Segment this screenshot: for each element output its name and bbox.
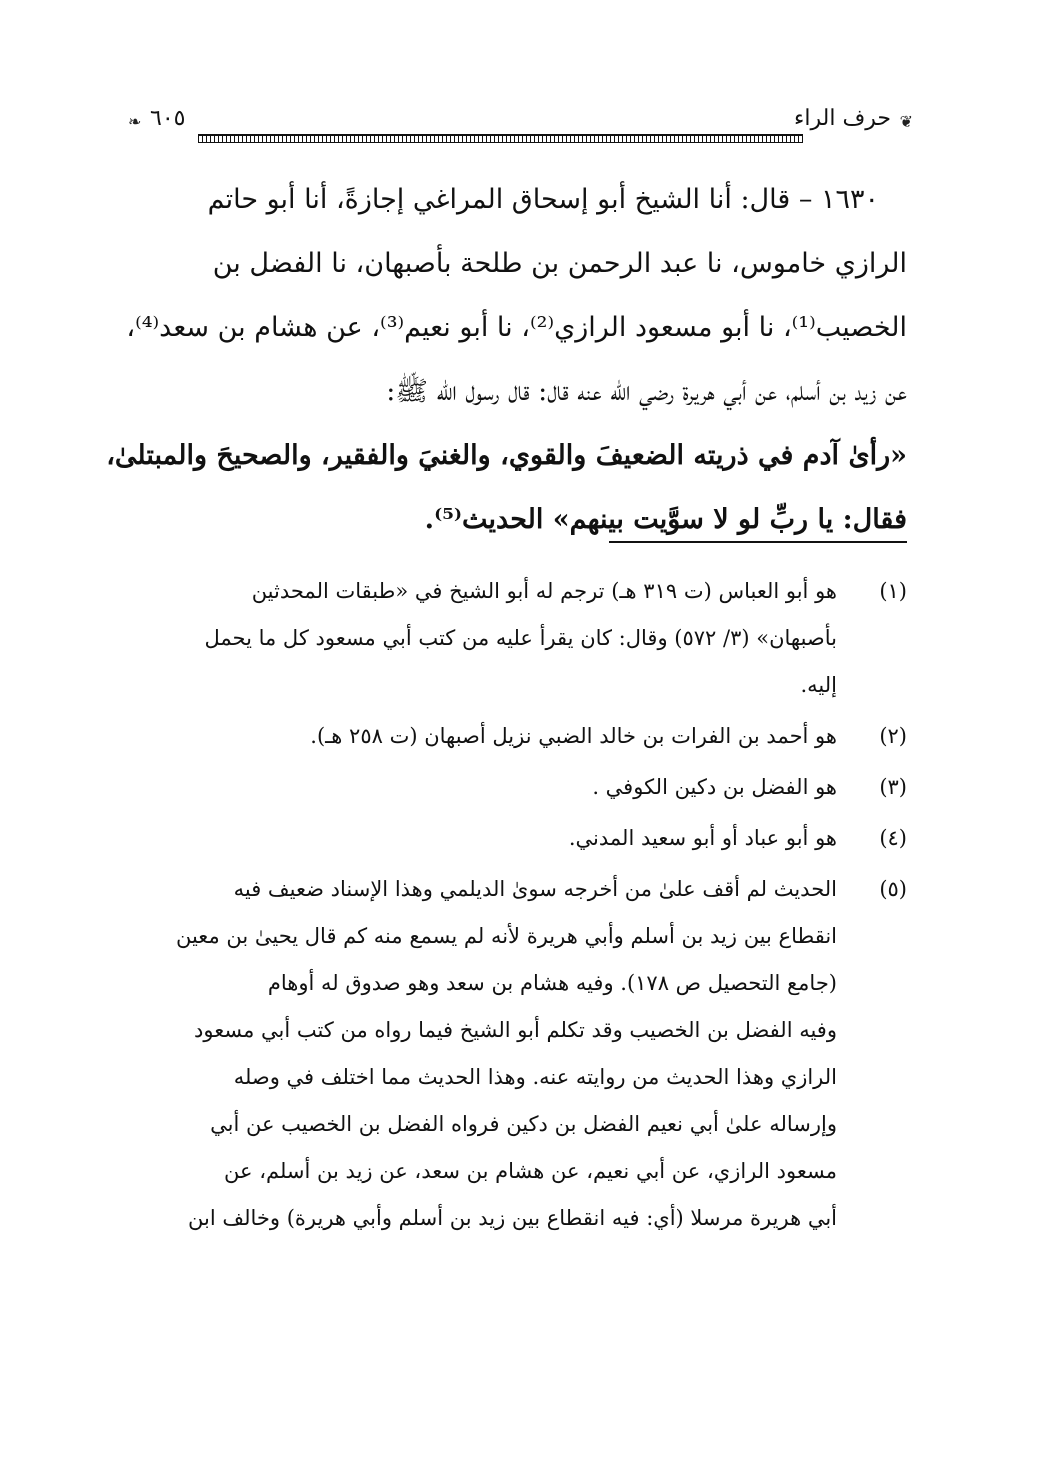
footnote-number: (٣) bbox=[879, 775, 907, 799]
footnote-number: (٢) bbox=[879, 724, 907, 748]
hadith-line: «رأىٰ آدم في ذريته الضعيفَ والقوي، والغنيَ والفقير، والصحيحَ والمبتلىٰ، bbox=[106, 440, 907, 471]
footnotes bbox=[133, 568, 907, 1246]
footnote-3 bbox=[133, 764, 907, 811]
header-chapter-title: حرف الراء bbox=[794, 106, 891, 131]
footnote-line: إليه. bbox=[800, 673, 837, 697]
footnote-line: وفيه الفضل بن الخصيب وقد تكلم أبو الشيخ فيما رواه من كتب أبي مسعود bbox=[194, 1018, 837, 1042]
running-header bbox=[128, 100, 913, 148]
footnote-line: الرازي وهذا الحديث من روايته عنه. وهذا الحديث مما اختلف في وصله bbox=[233, 1065, 837, 1089]
hadith-line: فقال: يا ربِّ لو لا سوَّيت بينهم» الحديث⁽⁵⁾. bbox=[424, 504, 907, 535]
header-ornament-right-icon: ❦ bbox=[899, 112, 913, 131]
main-text bbox=[106, 168, 907, 552]
footnote-4 bbox=[133, 815, 907, 862]
footnote-divider bbox=[609, 541, 907, 543]
footnote-line: هو أبو العباس (ت ٣١٩ هـ) ترجم له أبو الشيخ في «طبقات المحدثين bbox=[251, 579, 837, 603]
main-line: الخصيب⁽¹⁾، نا أبو مسعود الرازي⁽²⁾، نا أبو نعيم⁽³⁾، عن هشام بن سعد⁽⁴⁾، bbox=[126, 312, 907, 343]
footnote-line: وإرساله علىٰ أبي نعيم الفضل بن دكين فرواه الفضل بن الخصيب عن أبي bbox=[210, 1112, 837, 1136]
main-line: عن زيد بن أسلم، عن أبي هريرة رضي الله عنه قال: قال رسول الله ﷺ: bbox=[386, 376, 907, 407]
footnote-line: أبي هريرة مرسلا (أي: فيه انقطاع بين زيد بن أسلم وأبي هريرة) وخالف ابن bbox=[188, 1206, 837, 1230]
main-line: ١٦٣٠ – قال: أنا الشيخ أبو إسحاق المراغي إجازةً، أنا أبو حاتم bbox=[207, 184, 879, 215]
footnote-number: (٥) bbox=[879, 877, 907, 901]
footnote-line: انقطاع بين زيد بن أسلم وأبي هريرة لأنه لم يسمع منه كم قال يحيىٰ بن معين bbox=[175, 924, 837, 948]
footnote-2 bbox=[133, 713, 907, 760]
footnote-line: بأصبهان» (٣/ ٥٧٢) وقال: كان يقرأ عليه من كتب أبي مسعود كل ما يحمل bbox=[204, 626, 837, 650]
main-line: الرازي خاموس، نا عبد الرحمن بن طلحة بأصبهان، نا الفضل بن bbox=[212, 248, 907, 279]
footnote-line: الحديث لم أقف علىٰ من أخرجه سوىٰ الديلمي وهذا الإسناد ضعيف فيه bbox=[233, 877, 837, 901]
footnote-line: (جامع التحصيل ص ١٧٨). وفيه هشام بن سعد وهو صدوق له أوهام bbox=[267, 971, 837, 995]
footnote-5 bbox=[133, 866, 907, 1242]
header-ornament-left-icon: ❧ bbox=[128, 112, 142, 131]
header-rule bbox=[198, 134, 803, 143]
footnote-line: هو أحمد بن الفرات بن خالد الضبي نزيل أصبهان (ت ٢٥٨ هـ). bbox=[310, 724, 837, 748]
footnote-number: (١) bbox=[879, 579, 907, 603]
footnote-line: هو الفضل بن دكين الكوفي . bbox=[592, 775, 837, 799]
footnote-line: هو أبو عباد أو أبو سعيد المدني. bbox=[568, 826, 837, 850]
footnote-number: (٤) bbox=[879, 826, 907, 850]
footnote-line: مسعود الرازي، عن أبي نعيم، عن هشام بن سعد، عن زيد بن أسلم، عن bbox=[224, 1159, 837, 1183]
page-number: ٦٠٥ bbox=[150, 106, 186, 131]
footnote-1 bbox=[133, 568, 907, 709]
